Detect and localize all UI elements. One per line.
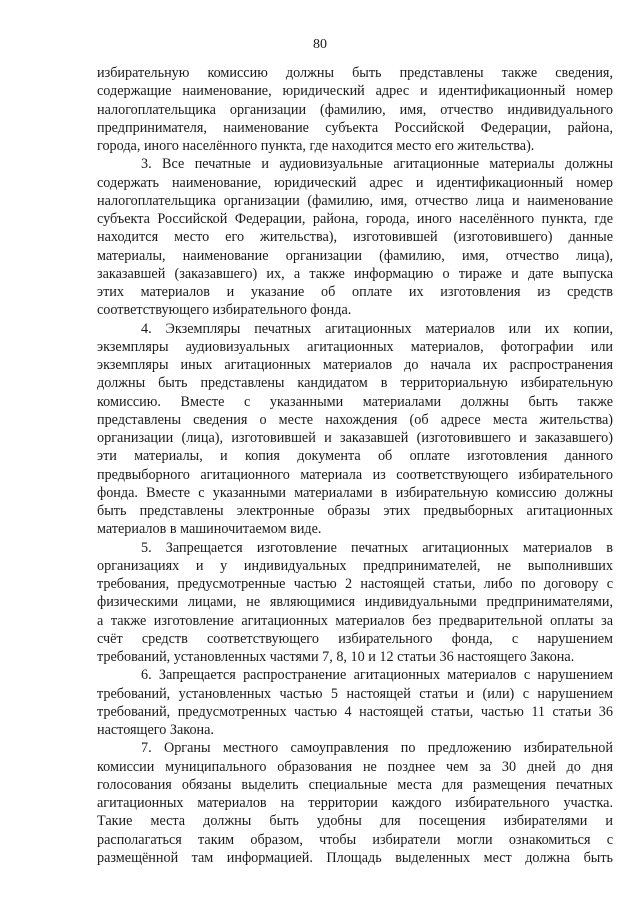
text-line: города, иного населённого пункта, где находится место его жительства). xyxy=(97,138,535,154)
text-line: находится место его жительства), изготовившей (изготовившего) данные xyxy=(97,229,613,246)
text-line: комиссию. Вместе с указанными материалами должны быть также xyxy=(97,393,613,410)
text-line: требования, предусмотренные частью 2 настоящей статьи, либо по договору с xyxy=(97,576,613,592)
text-line: содержащие наименование, юридический адрес и идентификационный номер xyxy=(97,83,613,100)
text-line: агитационных материалов на территории каждого избирательного участка. xyxy=(97,795,613,811)
text-line: субъекта Российской Федерации, района, города, иного населённого пункта, где xyxy=(97,211,613,227)
text-line: предпринимателя, наименование субъекта Российской Федерации, района, xyxy=(97,119,613,136)
text-line: 4. Экземпляры печатных агитационных материалов или их копии, xyxy=(141,320,613,337)
text-line: материалов в машиночитаемом виде. xyxy=(97,521,322,538)
text-line: 6. Запрещается распространение агитационных материалов с нарушением xyxy=(141,667,613,684)
text-line: налогоплательщика организации (фамилию, имя, отчество лица и наименование xyxy=(97,192,613,209)
text-line: экземпляры аудиовизуальных агитационных материалов, фотографии или xyxy=(97,338,613,355)
text-line: быть представлены электронные образы этих предвыборных агитационных xyxy=(97,503,613,519)
text-line: предвыборного агитационного материала из соответствующего избирательного xyxy=(97,466,613,483)
text-line: должны быть представлены кандидатом в территориальную избирательную xyxy=(97,375,613,392)
text-line: 7. Органы местного самоуправления по предложению избирательной xyxy=(141,740,613,757)
text-line: счёт средств соответствующего избирательного фонда, с нарушением xyxy=(97,630,613,647)
text-line: содержать наименование, юридический адрес и идентификационный номер xyxy=(97,174,613,191)
text-line: размещённой там информацией. Площадь выделенных мест должна быть xyxy=(97,849,613,866)
text-line: требований, предусмотренных частью 4 настоящей статьи, частью 11 статьи 36 xyxy=(97,703,613,720)
text-line: налогоплательщика организации (фамилию, имя, отчество индивидуального xyxy=(97,101,613,118)
text-line: этих материалов и указание об оплате их изготовления из средств xyxy=(97,284,613,300)
text-line: организации (лица), изготовившей и заказавшей (изготовившего и заказавшего) xyxy=(97,430,613,446)
text-line: физическими лицами, не являющимися индивидуальными предпринимателями, xyxy=(97,594,613,611)
text-line: экземпляры иных агитационных материалов до начала их распространения xyxy=(97,357,613,373)
paragraph-continuation xyxy=(97,64,613,155)
page-number: 80 xyxy=(313,37,327,52)
text-line: Такие места должны быть удобны для посещения избирателями и xyxy=(97,813,613,830)
text-line: а также изготовление агитационных материалов без предварительной оплаты за xyxy=(97,612,613,629)
text-line: настоящего Закона. xyxy=(97,722,214,738)
text-line: материалы, наименование организации (фамилию, имя, отчество лица), xyxy=(97,247,613,264)
text-line: избирательную комиссию должны быть представлены также сведения, xyxy=(97,65,613,81)
text-line: представлены сведения о месте нахождения (об адресе места жительства) xyxy=(97,411,613,428)
text-line: комиссии муниципального образования не позднее чем за 30 дней до дня xyxy=(97,758,613,775)
paragraph-5 xyxy=(97,539,613,667)
text-line: требований, установленных частями 7, 8, 10 и 12 статьи 36 настоящего Закона. xyxy=(97,649,575,665)
document-body xyxy=(97,64,613,867)
paragraph-4 xyxy=(97,320,613,539)
text-line: голосования обязаны выделить специальные места для размещения печатных xyxy=(97,776,613,793)
text-line: требований, установленных частью 5 настоящей статьи и (или) с нарушением xyxy=(97,685,613,702)
text-line: фонда. Вместе с указанными материалами в избирательную комиссию должны xyxy=(97,484,613,501)
text-line: организациях и у индивидуальных предпринимателей, не выполнивших xyxy=(97,557,613,574)
text-line: соответствующего избирательного фонда. xyxy=(97,302,352,319)
text-line: эти материалы, и копия документа об оплате изготовления данного xyxy=(97,448,613,465)
paragraph-6 xyxy=(97,666,613,739)
paragraph-3 xyxy=(97,155,613,319)
text-line: располагаться таким образом, чтобы избиратели могли ознакомиться с xyxy=(97,831,613,848)
text-line: заказавшей (заказавшего) их, а также информацию о тираже и дате выпуска xyxy=(97,265,613,282)
text-line: 5. Запрещается изготовление печатных агитационных материалов в xyxy=(141,539,613,556)
paragraph-7 xyxy=(97,739,613,867)
text-line: 3. Все печатные и аудиовизуальные агитационные материалы должны xyxy=(141,156,613,173)
